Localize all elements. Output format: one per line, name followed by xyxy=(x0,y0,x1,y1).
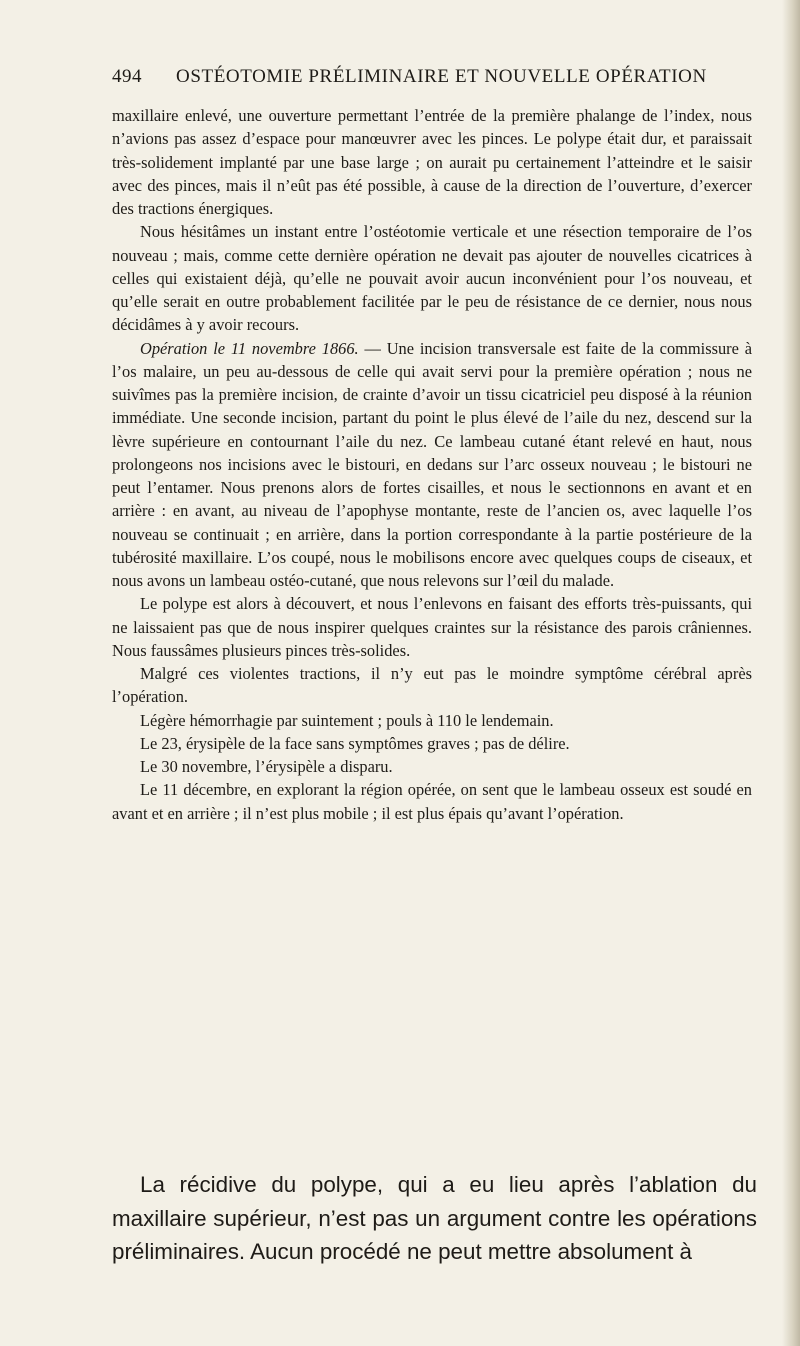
paragraph-5: Malgré ces violentes tractions, il n’y eut pas le moindre symptôme cérébral après l’opération. xyxy=(112,664,752,707)
paragraph-4: Le polype est alors à découvert, et nous l’enlevons en faisant des efforts très-puissants, qui ne laissaient pas que de nous inspirer quelques craintes sur la résistance des parois crâniennes. Nous faussâmes plusieurs pinces très-solides. xyxy=(112,594,752,660)
paragraph-8: Le 30 novembre, l’érysipèle a disparu. xyxy=(140,757,393,776)
body-text xyxy=(112,104,752,825)
paragraph-3 xyxy=(112,337,752,593)
running-head: OSTÉOTOMIE PRÉLIMINAIRE ET NOUVELLE OPÉRATION xyxy=(176,66,707,87)
page-number: 494 xyxy=(112,66,142,87)
page-edge-shadow xyxy=(782,0,800,1346)
paragraph-9: Le 11 décembre, en explorant la région opérée, on sent que le lambeau osseux est soudé en avant et en arrière ; il n’est plus mobile ; il est plus épais qu’avant l’opération. xyxy=(112,780,752,823)
large-paragraph: La récidive du polype, qui a eu lieu après l’ablation du maxillaire supérieur, n’est pas un argument contre les opérations préliminaires. Aucun procédé ne peut mettre absolument à xyxy=(112,1172,757,1264)
paragraph-6: Légère hémorrhagie par suintement ; pouls à 110 le lendemain. xyxy=(140,710,554,730)
paragraph-7: Le 23, érysipèle de la face sans symptômes graves ; pas de délire. xyxy=(140,733,570,753)
page-header xyxy=(112,66,752,96)
paragraph-3-text: — Une incision transversale est faite de la commissure à l’os malaire, un peu au-dessous de celle qui avait servi pour la première opération ; nous ne suivîmes pas la première incision, de crainte d’avoir un tissu cicatriciel peu disposé à la réunion immédiate. Une seconde incision, partant du point le plus élevé de l’aile du nez, descend sur la lèvre supérieure en contournant l’aile du nez. Ce lambeau cutané étant relevé en haut, nous prolongeons nos incisions avec le bistouri, en dedans sur l’arc osseux nouveau ; le bistouri ne peut l’entamer. Nous prenons alors de fortes cisailles, et nous le sectionnons en avant et en arrière : en avant, au niveau de l’apophyse montante, reste de l’ancien os, avec laquelle l’os nouveau se continuait ; en arrière, dans la portion correspondante à la partie postérieure de la tubérosité maxillaire. L’os coupé, nous le mobilisons encore avec quelques coups de ciseaux, et nous avons un lambeau ostéo-cutané, que nous relevons sur l’œil du malade. xyxy=(112,338,753,590)
paragraph-1: maxillaire enlevé, une ouverture permettant l’entrée de la première phalange de l’index, nous n’avions pas assez d’espace pour manœuvrer avec les pinces. Le polype était dur, et paraissait très-solidement implanté par une base large ; on aurait pu certainement l’atteindre et le saisir avec des pinces, mais il n’eût pas été possible, à cause de la direction de l’ouverture, d’exercer des tractions énergiques. xyxy=(112,106,752,218)
operation-date-lead: Opération le 11 novembre 1866. xyxy=(140,338,359,358)
paragraph-2: Nous hésitâmes un instant entre l’ostéotomie verticale et une résection temporaire de l’os nouveau ; mais, comme cette dernière opération ne devait pas ajouter de nouvelles cicatrices à celles qui existaient déjà, qu’elle ne pouvait avoir aucun inconvénient pour l’os nouveau, et qu’elle serait en outre probablement facilitée par le peu de résistance de ce dernier, nous nous décidâmes à y avoir recours. xyxy=(112,222,752,335)
